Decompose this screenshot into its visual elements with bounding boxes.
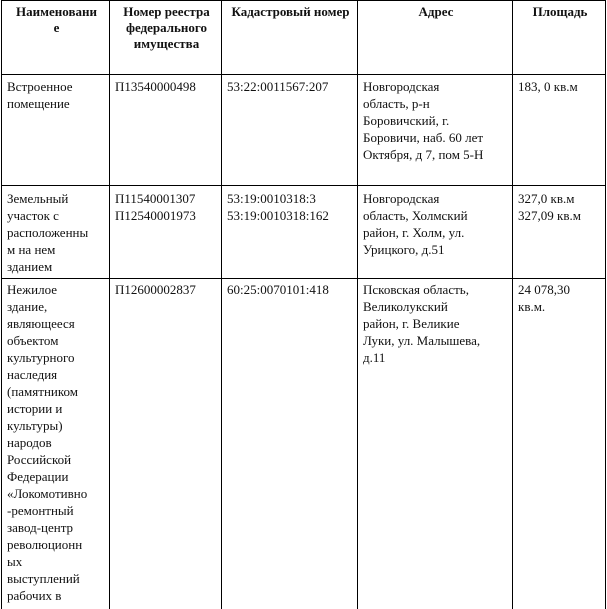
cell-address: Новгородская область, р-н Боровичский, г. Боровичи, наб. 60 лет Октября, д 7, пом 5-Н bbox=[358, 75, 513, 186]
property-table bbox=[1, 0, 606, 609]
cell-area: 327,0 кв.м 327,09 кв.м bbox=[513, 186, 606, 279]
header-cadastral-number: Кадастровый номер bbox=[222, 1, 358, 75]
header-area: Площадь bbox=[513, 1, 606, 75]
cell-registry-number: П12600002837 bbox=[110, 279, 222, 609]
cell-cadastral-number: 53:22:0011567:207 bbox=[222, 75, 358, 186]
table-row bbox=[2, 75, 606, 186]
table-row bbox=[2, 186, 606, 279]
cell-area: 24 078,30 кв.м. bbox=[513, 279, 606, 609]
header-address: Адрес bbox=[358, 1, 513, 75]
cell-address: Псковская область, Великолукский район, г. Великие Луки, ул. Малышева, д.11 bbox=[358, 279, 513, 609]
cell-name: Земельный участок с расположенны м на нем зданием bbox=[2, 186, 110, 279]
header-name: Наименовани е bbox=[2, 1, 110, 75]
cell-address: Новгородская область, Холмский район, г. Холм, ул. Урицкого, д.51 bbox=[358, 186, 513, 279]
cell-cadastral-number: 53:19:0010318:3 53:19:0010318:162 bbox=[222, 186, 358, 279]
cell-registry-number: П11540001307 П12540001973 bbox=[110, 186, 222, 279]
table-row bbox=[2, 279, 606, 609]
table-header-row bbox=[2, 1, 606, 75]
cell-name: Нежилое здание, являющееся объектом культурного наследия (памятником истории и культуры) народов Российской Федерации «Локомотивно -ремонтный завод-центр революционн ых выступлений рабочих в bbox=[2, 279, 110, 609]
cell-area: 183, 0 кв.м bbox=[513, 75, 606, 186]
cell-name: Встроенное помещение bbox=[2, 75, 110, 186]
cell-cadastral-number: 60:25:0070101:418 bbox=[222, 279, 358, 609]
header-registry-number: Номер реестра федерального имущества bbox=[110, 1, 222, 75]
cell-registry-number: П13540000498 bbox=[110, 75, 222, 186]
